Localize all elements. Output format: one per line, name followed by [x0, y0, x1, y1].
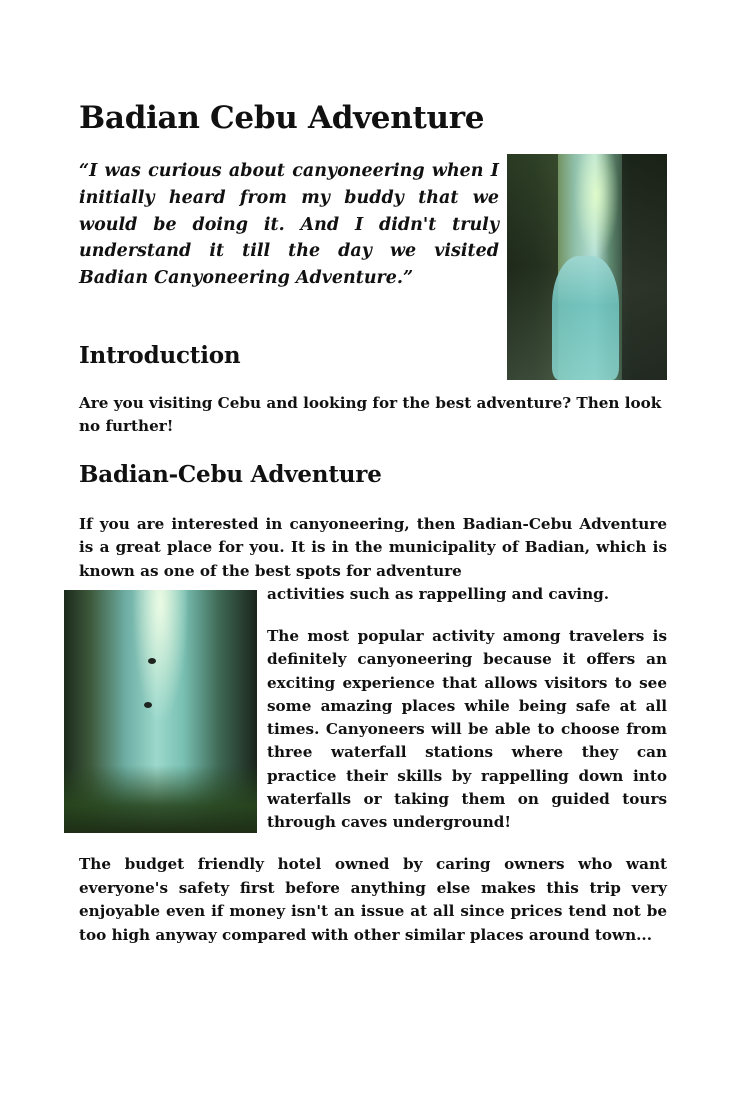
introduction-paragraph: Are you visiting Cebu and looking for the best adventure? Then look no further!: [79, 394, 662, 435]
badian-paragraph-1-continued: activities such as rappelling and caving.: [267, 585, 610, 603]
photo-foliage: [64, 765, 257, 833]
photo-swimmer: [148, 658, 156, 664]
photo-swimmer: [144, 702, 152, 708]
badian-paragraph-2: The most popular activity among travelers is definitely canyoneering because it offers an exciting experience that allows visitors to see some amazing places while being safe at all times. Canyoneers will be able to choose from three waterfall stations where they can practice their skills by rappelling down into waterfalls or taking them on guided tours through caves underground!: [267, 627, 667, 832]
badian-paragraph-3: The budget friendly hotel owned by caring owners who want everyone's safety first before anything else makes this trip very enjoyable even if money isn't an issue at all since prices tend not be too high anyway compared with other similar places around town...: [79, 855, 667, 944]
pull-quote: “I was curious about canyoneering when I initially heard from my buddy that we would be doing it. And I didn't truly understand it till the day we visited Badian Canyoneering Adventure.”: [79, 161, 499, 289]
document-page: [79, 96, 667, 944]
canyoneering-swimmers-photo: [64, 590, 257, 833]
photo-rock-right: [622, 154, 667, 380]
photo-rock-left: [507, 154, 558, 380]
badian-paragraph-1: If you are interested in canyoneering, then Badian-Cebu Adventure is a great place for you. It is in the municipality of Badian, which is known as one of the best spots for adventure: [79, 515, 667, 580]
photo-sunlight: [132, 590, 190, 724]
section-heading-badian-cebu: Badian-Cebu Adventure: [79, 461, 382, 488]
photo-river: [552, 256, 619, 380]
page-title: Badian Cebu Adventure: [79, 100, 485, 136]
section-heading-introduction: Introduction: [79, 342, 241, 369]
canyon-river-photo: [507, 154, 667, 380]
